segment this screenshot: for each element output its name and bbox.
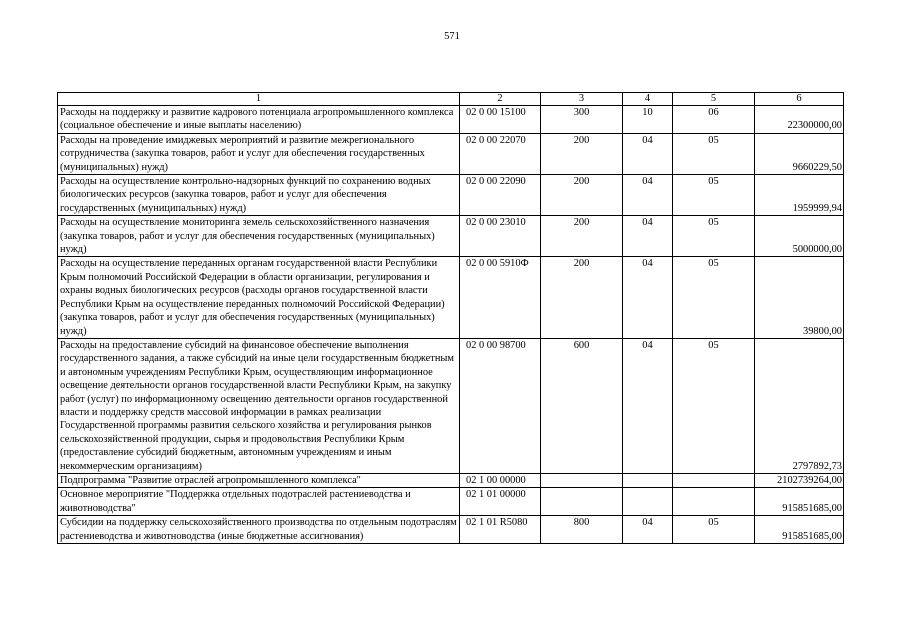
code-cell: 02 0 00 22070 [460,133,541,174]
amount-cell: 9660229,50 [755,133,844,174]
section-cell: 04 [623,216,673,257]
code-cell: 02 1 00 00000 [460,473,541,487]
description-cell: Расходы на поддержку и развитие кадрового потенциала агропромышленного комплекса (социальное обеспечение и иные выплаты населению) [58,106,460,134]
subsection-cell: 05 [673,175,755,216]
subsection-cell: 05 [673,216,755,257]
code-cell: 02 0 00 23010 [460,216,541,257]
section-cell [623,473,673,487]
section-cell: 04 [623,133,673,174]
expense-type-cell: 200 [541,133,623,174]
budget-table [57,92,844,544]
column-header: 2 [460,93,541,106]
amount-cell: 915851685,00 [755,488,844,516]
subsection-cell: 05 [673,257,755,338]
section-cell: 10 [623,106,673,134]
column-header: 3 [541,93,623,106]
subsection-cell [673,488,755,516]
code-cell: 02 0 00 15100 [460,106,541,134]
expense-type-cell: 600 [541,338,623,473]
table-header-row [58,93,844,106]
amount-cell: 22300000,00 [755,106,844,134]
expense-type-cell: 800 [541,516,623,544]
subsection-cell [673,473,755,487]
section-cell: 04 [623,516,673,544]
table-row [58,216,844,257]
description-cell: Расходы на предоставление субсидий на финансовое обеспечение выполнения государственного задания, а также субсидий на иные цели государственным бюджетным и автономным учреждениям Республики Крым, осуществляющим информационное освещение деятельности органов государственной власти Республики Крым, на закупку работ (услуг) по информационному освещению деятельности органов государственной власти и поддержку средств массовой информации в рамках реализации Государственной программы развития сельского хозяйства и регулирования рынков сельскохозяйственной продукции, сырья и продовольствия Республики Крым (предоставление субсидий бюджетным, автономным учреждениям и иным некоммерческим организациям) [58,338,460,473]
code-cell: 02 0 00 5910Ф [460,257,541,338]
section-cell: 04 [623,175,673,216]
amount-cell: 915851685,00 [755,516,844,544]
description-cell: Основное мероприятие "Поддержка отдельных подотраслей растениеводства и животноводства" [58,488,460,516]
subsection-cell: 05 [673,133,755,174]
description-cell: Подпрограмма "Развитие отраслей агропромышленного комплекса" [58,473,460,487]
table-row [58,106,844,134]
expense-type-cell [541,488,623,516]
description-cell: Расходы на осуществление переданных органам государственной власти Республики Крым полномочий Российской Федерации в области организации, регулирования и охраны водных биологических ресурсов (расходы органов государственной власти Республики Крым на осуществление переданных полномочий Российской Федерации) (закупка товаров, работ и услуг для обеспечения государственных (муниципальных) нужд) [58,257,460,338]
subsection-cell: 05 [673,516,755,544]
column-header: 6 [755,93,844,106]
table-row [58,488,844,516]
section-cell: 04 [623,338,673,473]
table-row [58,133,844,174]
subsection-cell: 05 [673,338,755,473]
column-header: 5 [673,93,755,106]
subsection-cell: 06 [673,106,755,134]
expense-type-cell: 300 [541,106,623,134]
page-number: 571 [444,31,460,42]
section-cell: 04 [623,257,673,338]
table-row [58,516,844,544]
amount-cell: 2797892,73 [755,338,844,473]
amount-cell: 39800,00 [755,257,844,338]
amount-cell: 5000000,00 [755,216,844,257]
code-cell: 02 0 00 98700 [460,338,541,473]
expense-type-cell: 200 [541,175,623,216]
table-row [58,257,844,338]
column-header: 1 [58,93,460,106]
description-cell: Субсидии на поддержку сельскохозяйственного производства по отдельным подотраслям растениеводства и животноводства (иные бюджетные ассигнования) [58,516,460,544]
amount-cell: 2102739264,00 [755,473,844,487]
code-cell: 02 0 00 22090 [460,175,541,216]
section-cell [623,488,673,516]
code-cell: 02 1 01 00000 [460,488,541,516]
expense-type-cell: 200 [541,216,623,257]
expense-type-cell: 200 [541,257,623,338]
table-row [58,175,844,216]
expense-type-cell [541,473,623,487]
description-cell: Расходы на осуществление мониторинга земель сельскохозяйственного назначения (закупка товаров, работ и услуг для обеспечения государственных (муниципальных) нужд) [58,216,460,257]
column-header: 4 [623,93,673,106]
description-cell: Расходы на проведение имиджевых мероприятий и развитие межрегионального сотрудничества (закупка товаров, работ и услуг для обеспечения государственных (муниципальных) нужд) [58,133,460,174]
code-cell: 02 1 01 R5080 [460,516,541,544]
table-row [58,473,844,487]
table-row [58,338,844,473]
amount-cell: 1959999,94 [755,175,844,216]
description-cell: Расходы на осуществление контрольно-надзорных функций по сохранению водных биологических ресурсов (закупка товаров, работ и услуг для обеспечения государственных (муниципальных) нужд) [58,175,460,216]
